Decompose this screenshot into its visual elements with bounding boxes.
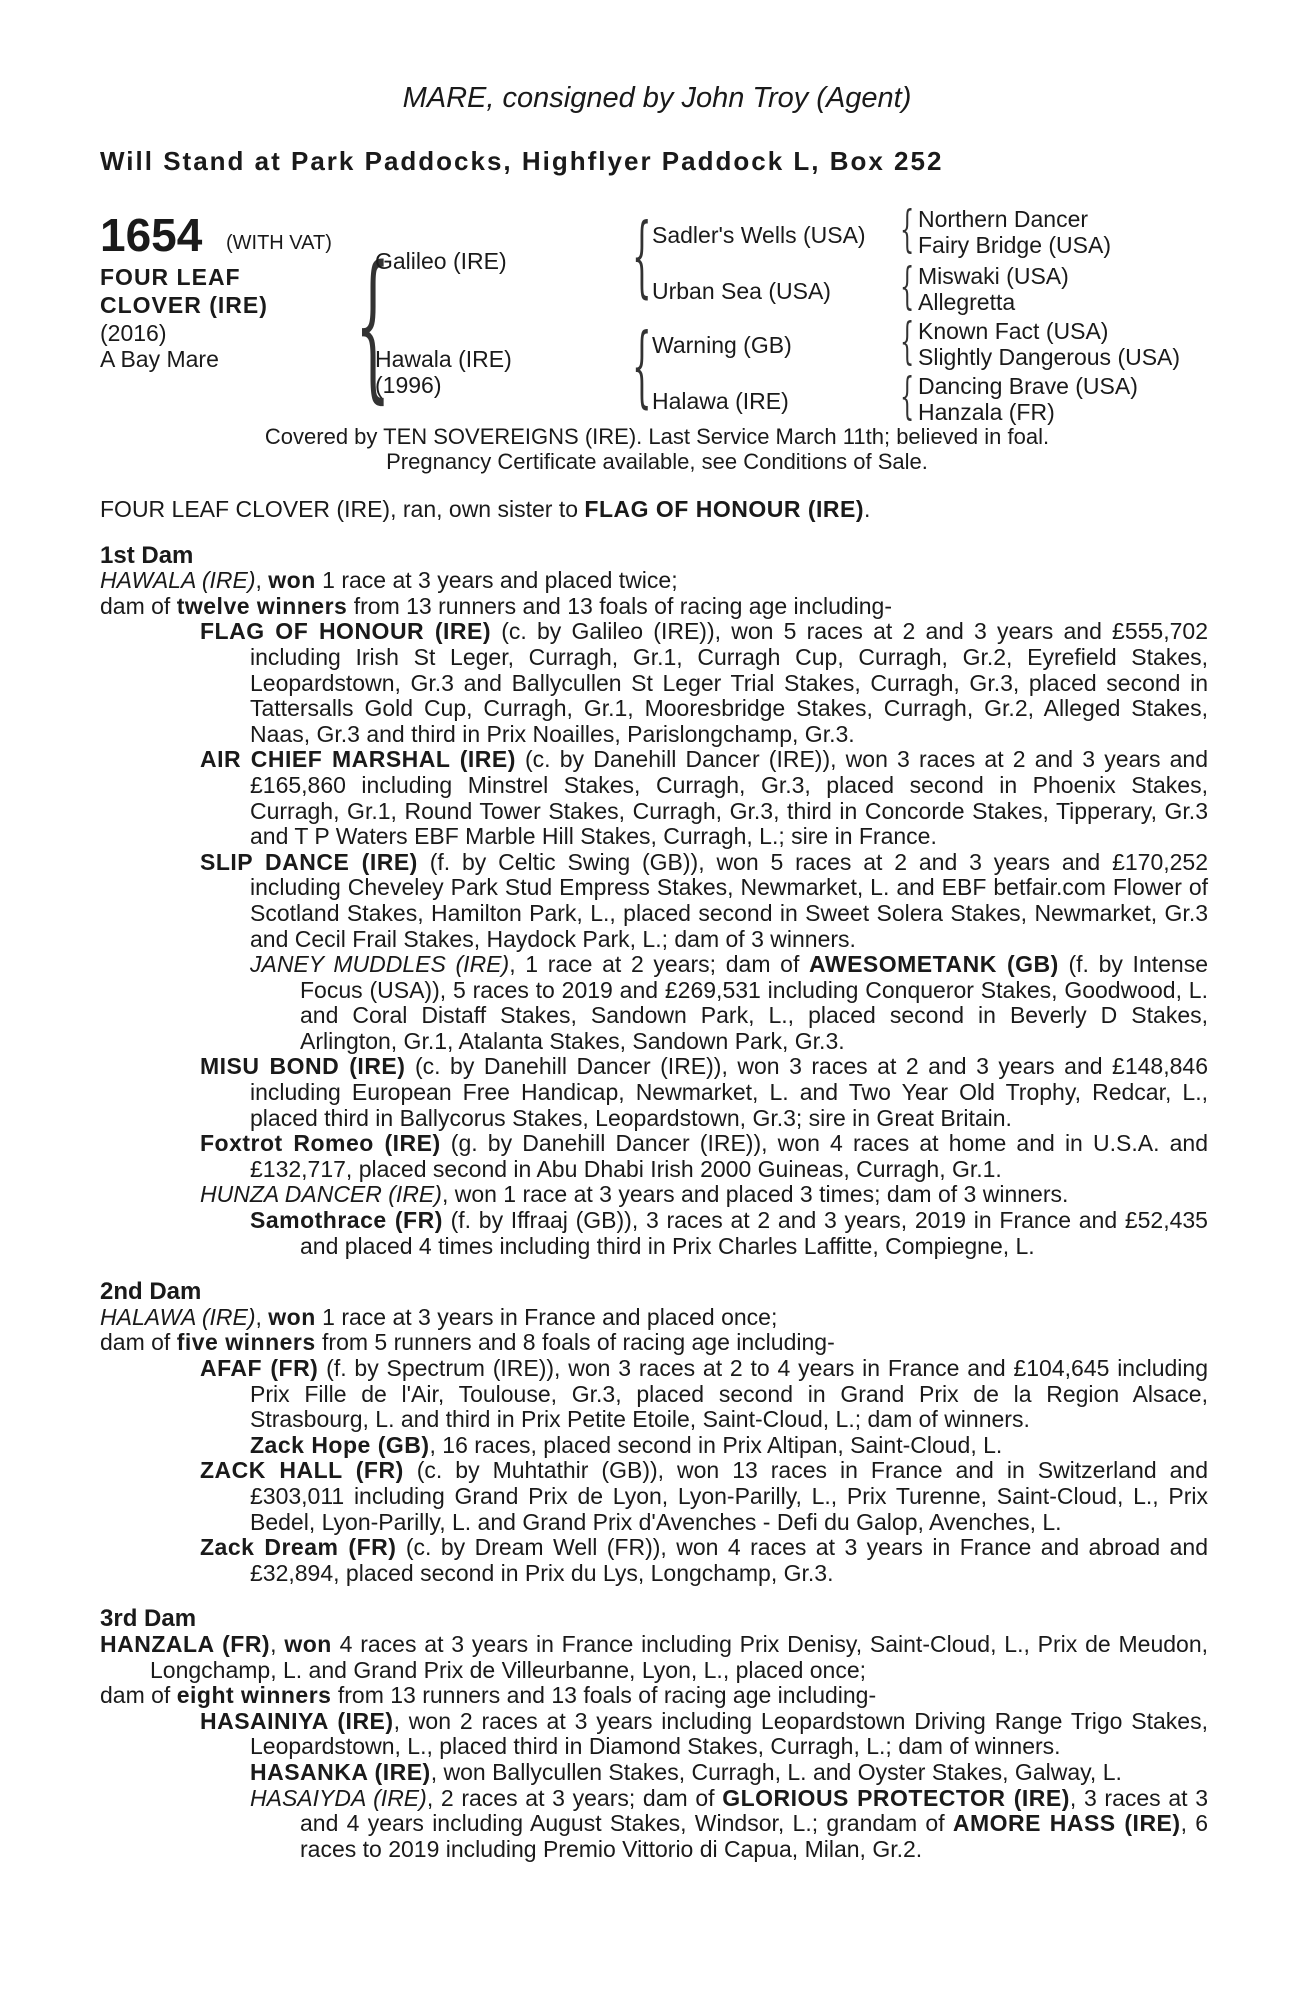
first-dam-produce-summary: dam of twelve winners from 13 runners and 13 foals of racing age including- xyxy=(100,592,892,619)
sire-parents-brace: { xyxy=(632,204,652,307)
ds-dam: Slightly Dangerous (USA) xyxy=(918,344,1181,370)
produce-entry: ZACK HALL (FR) (c. by Muhtathir (GB)), won 13 races in France and in Switzerland and £303,011 including Grand Prix de Lyon, Lyon-Parilly, L., Prix Turenne, Saint-Cloud, L., Prix Bedel, Lyon-Parilly, L. and Grand Prix d'Avenches - Defi du Galop, Avenches, L. xyxy=(200,1457,1208,1535)
produce-entry: AFAF (FR) (f. by Spectrum (IRE)), won 3 races at 2 to 4 years in France and £104,645 including Prix Fille de l'Air, Toulouse, Gr.3, placed second in Grand Prix de la Region Alsace, Strasbourg, L. and third in Prix Petite Etoile, Saint-Cloud, L.; dam of winners. xyxy=(200,1355,1208,1433)
produce-entry: MISU BOND (IRE) (c. by Danehill Dancer (IRE)), won 3 races at 2 and 3 years and £148,846 including European Free Handicap, Newmarket, L. and Two Year Old Trophy, Redcar, L., placed third in Ballycorus Stakes, Leopardstown, Gr.3; sire in Great Britain. xyxy=(200,1053,1208,1131)
sire-dam: Urban Sea (USA) xyxy=(652,278,831,304)
stand-location: Will Stand at Park Paddocks, Highflyer Paddock L, Box 252 xyxy=(100,146,944,176)
dd-sire: Dancing Brave (USA) xyxy=(918,373,1138,399)
vat-note: (WITH VAT) xyxy=(226,232,332,254)
first-dam-heading: 1st Dam xyxy=(100,541,194,569)
consignor-line: MARE, consigned by John Troy (Agent) xyxy=(402,82,912,114)
dam-parents-brace: { xyxy=(632,314,652,417)
produce-entry: Foxtrot Romeo (IRE) (g. by Danehill Dancer (IRE)), won 4 races at home and in U.S.A. and £132,717, placed second in Abu Dhabi Irish 2000 Guineas, Curragh, Gr.1. xyxy=(200,1130,1208,1182)
produce-entry: Zack Hope (GB), 16 races, placed second in Prix Altipan, Saint-Cloud, L. xyxy=(250,1431,1003,1458)
dam-dam: Halawa (IRE) xyxy=(652,388,789,414)
horse-name-line1: FOUR LEAF xyxy=(100,264,241,290)
family-notes xyxy=(100,497,1208,1862)
produce-entry: HASAINIYA (IRE), won 2 races at 3 years including Leopardstown Driving Range Trigo Stakes, Leopardstown, L., placed third in Diamond Stakes, Curragh, L.; dam of winners. xyxy=(200,1707,1208,1760)
ss-dam: Fairy Bridge (USA) xyxy=(918,232,1111,258)
second-dam-record: HALAWA (IRE), won 1 race at 3 years in France and placed once; xyxy=(100,1303,778,1330)
pregnancy-line: Pregnancy Certificate available, see Conditions of Sale. xyxy=(386,449,928,474)
horse-description: A Bay Mare xyxy=(100,346,219,372)
produce-entry: AIR CHIEF MARSHAL (IRE) (c. by Danehill Dancer (IRE)), won 3 races at 2 and 3 years and £165,860 including Minstrel Stakes, Curragh, Gr.3, placed second in Phoenix Stakes, Curragh, Gr.1, Round Tower Stakes, Curragh, Gr.3, third in Concorde Stakes, Tipperary, Gr.3 and T P Waters EBF Marble Hill Stakes, Curragh, L.; sire in France. xyxy=(200,746,1209,850)
third-dam-record: HANZALA (FR), won 4 races at 3 years in France including Prix Denisy, Saint-Cloud, L., Prix de Meudon, Longchamp, L. and Grand Prix de Villeurbanne, Lyon, L., placed once; xyxy=(100,1630,1209,1683)
produce-entry: HUNZA DANCER (IRE), won 1 race at 3 years and placed 3 times; dam of 3 winners. xyxy=(200,1181,1069,1208)
second-dam-produce-summary: dam of five winners from 5 runners and 8 foals of racing age including- xyxy=(100,1329,835,1356)
dam-sire: Warning (GB) xyxy=(652,332,792,358)
horse-name xyxy=(100,263,340,319)
sire-sire: Sadler's Wells (USA) xyxy=(652,222,866,248)
brace-g3-4: { xyxy=(900,367,915,425)
sire: Galileo (IRE) xyxy=(375,248,507,274)
covering-line: Covered by TEN SOVEREIGNS (IRE). Last Service March 11th; believed in foal. xyxy=(264,424,1050,449)
brace-g3-1: { xyxy=(900,200,915,258)
pedigree-block xyxy=(0,0,1314,480)
brace-g3-2: { xyxy=(900,257,915,315)
horse-name-line2: CLOVER (IRE) xyxy=(100,292,268,318)
foaling-year: (2016) xyxy=(100,320,167,346)
ss-sire: Northern Dancer xyxy=(918,206,1089,232)
dam: Hawala (IRE) xyxy=(375,346,512,372)
third-dam-produce-summary: dam of eight winners from 13 runners and 13 foals of racing age including- xyxy=(100,1682,877,1709)
sd-sire: Miswaki (USA) xyxy=(918,263,1069,289)
first-dam-record: HAWALA (IRE), won 1 race at 3 years and placed twice; xyxy=(100,567,678,594)
sd-dam: Allegretta xyxy=(918,289,1016,315)
produce-entry: HASAIYDA (IRE), 2 races at 3 years; dam of GLORIOUS PROTECTOR (IRE), 3 races at 3 and 4 years including August Stakes, Windsor, L.; grandam of AMORE HASS (IRE), 6 races to 2019 including Premio Vittorio di Capua, Milan, Gr.2. xyxy=(250,1784,1209,1862)
produce-entry: Samothrace (FR) (f. by Iffraaj (GB)), 3 races at 2 and 3 years, 2019 in France and £52,435 and placed 4 times including third in Prix Charles Laffitte, Compiegne, L. xyxy=(250,1207,1208,1259)
sire-dam-brace: { xyxy=(355,231,391,418)
intro-line: FOUR LEAF CLOVER (IRE), ran, own sister to FLAG OF HONOUR (IRE). xyxy=(100,496,871,522)
produce-entry: HASANKA (IRE), won Ballycullen Stakes, Curragh, L. and Oyster Stakes, Galway, L. xyxy=(250,1758,1122,1785)
produce-entry: Zack Dream (FR) (c. by Dream Well (FR)), won 4 races at 3 years in France and abroad and £32,894, placed second in Prix du Lys, Longchamp, Gr.3. xyxy=(200,1534,1208,1586)
dd-dam: Hanzala (FR) xyxy=(918,399,1055,425)
dam-year: (1996) xyxy=(375,372,442,398)
lot-number: 1654 xyxy=(100,209,203,261)
covering-note xyxy=(0,424,1314,474)
produce-entry: SLIP DANCE (IRE) (f. by Celtic Swing (GB)), won 5 races at 2 and 3 years and £170,252 including Cheveley Park Stud Empress Stakes, Newmarket, L. and EBF betfair.com Flower of Scotland Stakes, Hamilton Park, L., placed second in Sweet Solera Stakes, Newmarket, Gr.3 and Cecil Frail Stakes, Haydock Park, L.; dam of 3 winners. xyxy=(200,848,1209,952)
ds-sire: Known Fact (USA) xyxy=(918,318,1109,344)
third-dam-heading: 3rd Dam xyxy=(100,1605,197,1633)
brace-g3-3: { xyxy=(900,312,915,370)
produce-entry: FLAG OF HONOUR (IRE) (c. by Galileo (IRE)), won 5 races at 2 and 3 years and £555,702 including Irish St Leger, Curragh, Gr.1, Curragh Cup, Curragh, Gr.2, Eyrefield Stakes, Leopardstown, Gr.3 and Ballycullen St Leger Trial Stakes, Curragh, Gr.3, placed second in Tattersalls Gold Cup, Curragh, Gr.1, Mooresbridge Stakes, Curragh, Gr.2, Alleged Stakes, Naas, Gr.3 and third in Prix Noailles, Parislongchamp, Gr.3. xyxy=(200,618,1208,747)
produce-entry: JANEY MUDDLES (IRE), 1 race at 2 years; dam of AWESOMETANK (GB) (f. by Intense Focus (USA)), 5 races to 2019 and £269,531 including Conqueror Stakes, Goodwood, L. and Coral Distaff Stakes, Sandown Park, L., placed second in Beverly D Stakes, Arlington, Gr.1, Atalanta Stakes, Sandown Park, Gr.3. xyxy=(250,951,1209,1054)
second-dam-heading: 2nd Dam xyxy=(100,1278,202,1306)
